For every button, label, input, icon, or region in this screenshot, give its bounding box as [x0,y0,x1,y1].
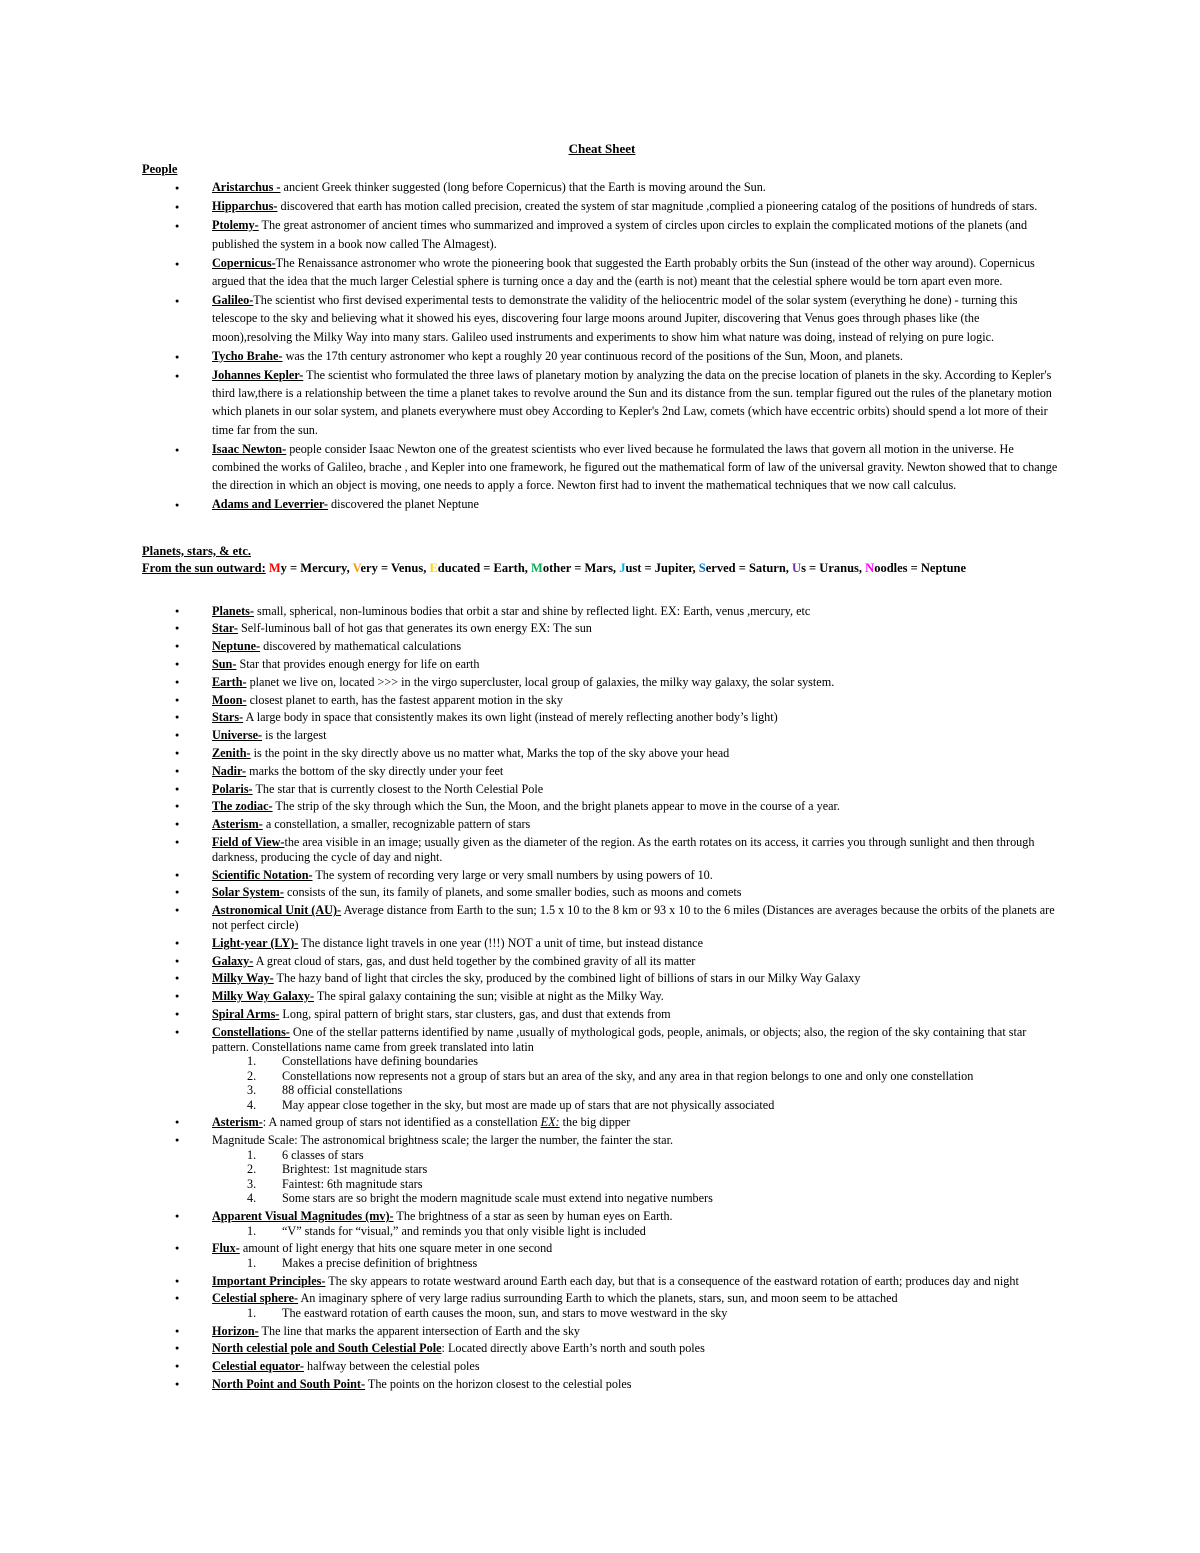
term-definition: The line that marks the apparent intersection of Earth and the sky [258,1323,581,1338]
mnemonic-word: s = Uranus, [801,560,866,575]
list-item [142,817,1062,832]
people-heading: People [142,162,178,176]
term-name: Earth- [212,674,247,689]
term-name: Milky Way Galaxy- [212,989,315,1004]
person-description: discovered that earth has motion called precision, created the system of star magnitude ,complied a pioneering catalog of the positions of hundreds of stars. [277,199,1038,214]
sub-list-item: Constellations have defining boundaries [282,1054,478,1069]
term-definition: The brightness of a star as seen by human eyes on Earth. [393,1208,673,1223]
term-definition: Self-luminous ball of hot gas that generates its own energy EX: The sun [237,621,592,636]
list-item [142,197,1062,215]
mnemonic-label: From the sun outward: [142,560,266,575]
mnemonic-letter: J [619,560,626,575]
term-name: Spiral Arms- [212,1006,280,1021]
people-list [142,178,1062,514]
mnemonic-word: ducated = Earth, [437,560,532,575]
term-definition: An imaginary sphere of very large radius surrounding Earth to which the planets, stars, sun, and moon seem to be attached [298,1291,898,1306]
person-description: ancient Greek thinker suggested (long before Copernicus) that the Earth is moving around the Sun. [280,180,766,194]
list-item [142,782,1062,797]
term-name: Flux- [212,1241,240,1256]
term-name: Polaris- [212,781,253,796]
term-name: Galaxy- [212,953,254,968]
list-item [142,764,1062,779]
term-name: Scientific Notation- [212,867,313,882]
term-definition: halfway between the celestial poles [303,1359,480,1374]
sub-list [212,1306,1062,1321]
person-name: Adams and Leverrier- [212,497,328,512]
person-description: was the 17th century astronomer who kept a roughly 20 year continuous record of the positions of the Sun, Moon, and planets. [282,348,903,363]
term-name: The zodiac- [212,799,273,814]
list-item [142,639,1062,654]
list-item [142,216,1062,252]
planets-heading: Planets, stars, & etc. [142,543,251,558]
person-name: Ptolemy- [212,218,259,233]
mnemonic-letter: N [865,560,875,575]
mnemonic-word: y = Mercury, [280,560,353,575]
list-item [142,693,1062,708]
list-item [142,1377,1062,1392]
term-definition: The star that is currently closest to the North Celestial Pole [252,781,544,796]
list-item [142,254,1062,290]
term-name: North celestial pole and South Celestial Pole [212,1341,442,1356]
term-definition: Magnitude Scale: The astronomical brightness scale; the larger the number, the fainter the star. [212,1133,674,1148]
list-item [142,1291,1062,1320]
term-name: Moon- [212,692,247,707]
person-name: Tycho Brahe- [212,348,283,363]
mnemonic-word: other = Mars, [542,560,620,575]
person-description: The Renaissance astronomer who wrote the pioneering book that suggested the Earth probably orbits the Sun (instead of the other way around). Copernicus argued that the idea that the much larger Celestial sphere is turning once a day and the (earth is not) meant that the celestial sphere would be torn apart even more. [212,255,1035,289]
person-description: The scientist who formulated the three laws of planetary motion by analyzing the data on the precise location of planets in the sky. According to Kepler's third law,there is a relationship between the time a planet takes to revolve around the Sun and its distance from the sun. templar figured out the rules of the planetary motion which planets in our solar system, and planets everywhere must obey According to Kepler's 2nd Law, comets (which have eccentric orbits) should spend a lot more of their time far from the sun. [212,368,1052,437]
term-name: Important Principles- [212,1273,326,1288]
mnemonic-letter: S [698,560,706,575]
list-item [142,728,1062,743]
person-description: discovered the planet Neptune [327,497,479,512]
term-name: Milky Way- [212,971,274,986]
term-name: Light-year (LY)- [212,935,299,950]
term-definition: One of the stellar patterns identified by name ,usually of mythological gods, people, animals, or objects; also, the region of the sky containing that star pattern. Constellations name came from greek translated into latin [212,1024,1027,1054]
term-definition: The hazy band of light that circles the sky, produced by the combined light of billions of stars in our Milky Way Galaxy [273,971,861,986]
list-item [142,954,1062,969]
term-definition: amount of light energy that hits one square meter in one second [239,1241,553,1256]
term-name: Sun- [212,657,237,672]
mnemonic-word: erved = Saturn, [705,560,793,575]
person-name: Isaac Newton- [212,441,287,456]
list-item [142,746,1062,761]
list-item [142,604,1062,619]
term-name: Asterism- [212,1115,263,1130]
list-item [142,1209,1062,1238]
sub-list-item: 6 classes of stars [282,1147,364,1162]
list-item [142,989,1062,1004]
term-name: Astronomical Unit (AU)- [212,903,342,918]
term-definition: is the point in the sky directly above us no matter what, Marks the top of the sky above your head [250,746,730,761]
term-name: Planets- [212,603,254,618]
mnemonic-letter: U [792,560,802,575]
list-item [142,1359,1062,1374]
term-name: Neptune- [212,639,261,654]
list-item [142,971,1062,986]
term-definition: Long, spiral pattern of bright stars, star clusters, gas, and dust that extends from [279,1006,671,1021]
term-definition: a constellation, a smaller, recognizable pattern of stars [262,817,531,832]
mnemonic-word: oodles = Neptune [874,560,967,575]
mnemonic-letter: E [429,560,438,575]
list-item [142,1133,1062,1206]
page-title: Cheat Sheet [568,141,636,156]
term-definition: The distance light travels in one year (!!!) NOT a unit of time, but instead distance [298,935,703,950]
example-text: the big dipper [559,1115,631,1130]
term-definition: is the largest [262,728,327,743]
list-item [142,710,1062,725]
sub-list [212,1256,1062,1271]
term-name: Star- [212,621,238,636]
list-item [142,1025,1062,1113]
sub-list-item: Some stars are so bright the modern magnitude scale must extend into negative numbers [282,1191,713,1206]
term-definition: The spiral galaxy containing the sun; visible at night as the Milky Way. [314,989,664,1004]
list-item [142,657,1062,672]
term-name: Solar System- [212,885,284,900]
term-definition: The system of recording very large or very small numbers by using powers of 10. [312,867,713,882]
term-definition: The strip of the sky through which the Sun, the Moon, and the bright planets appear to move in the course of a year. [272,799,840,814]
sub-list [212,1148,1062,1206]
sub-list-item: May appear close together in the sky, but most are made up of stars that are not physically associated [282,1097,775,1112]
term-name: Celestial equator- [212,1359,304,1374]
term-definition: the area visible in an image; usually given as the diameter of the region. As the earth rotates on its access, it carries you through sunlight and then through darkness, producing the cycle of day and night. [212,835,1035,864]
term-name: Asterism- [212,817,263,832]
list-item [142,835,1062,865]
term-name: Nadir- [212,763,247,778]
term-definition: planet we live on, located >>> in the virgo supercluster, local group of galaxies, the milky way galaxy, the solar system. [246,674,835,689]
list-item [142,936,1062,951]
example-label: EX: [540,1115,560,1130]
list-item [142,1274,1062,1289]
list-item [142,1007,1062,1022]
sub-list [212,1054,1062,1112]
list-item [142,1324,1062,1339]
list-item [142,885,1062,900]
term-name: Universe- [212,728,263,743]
sub-list-item: 88 official constellations [282,1083,403,1098]
term-definition: small, spherical, non-luminous bodies that orbit a star and shine by reflected light. EX: Earth, venus ,mercury, etc [253,603,811,618]
sub-list-item: Faintest: 6th magnitude stars [282,1176,423,1191]
list-item [142,1341,1062,1356]
term-definition: A great cloud of stars, gas, and dust held together by the combined gravity of all its matter [253,953,696,968]
person-description: people consider Isaac Newton one of the greatest scientists who ever lived because he formulated the laws that govern all motion in the universe. He combined the works of Galileo, brache , and Kepler into one framework, he figured out the mathematical form of law of the universal gravity. Newton showed that to change the direction in which an object is moving, one needs to apply a force. Newton first had to invent the mathematical techniques that we now call calculus. [212,441,1058,493]
list-item [142,675,1062,690]
term-definition: The sky appears to rotate westward around Earth each day, but that is a consequence of the eastward rotation of earth; produces day and night [325,1273,1019,1288]
term-definition: Average distance from Earth to the sun; 1.5 x 10 to the 8 km or 93 x 10 to the 6 miles (Distances are averages because the orbits of the planets are not perfect circle) [212,903,1055,932]
person-name: Copernicus- [212,255,276,270]
list-item [142,1241,1062,1270]
term-name: Horizon- [212,1323,259,1338]
list-item [142,347,1062,365]
sub-list-item: “V” stands for “visual,” and reminds you that only visible light is included [282,1223,646,1238]
list-item [142,366,1062,439]
term-name: Apparent Visual Magnitudes (mv)- [212,1208,394,1223]
person-description: The scientist who first devised experimental tests to demonstrate the validity of the heliocentric model of the solar system (everything he done) - turning this telescope to the sky and believing what it showed his eyes, discovering four large moons around Jupiter, discovering that Venus goes through phases like (the moon),resolving the Milky Way into many stars. Galileo used instruments and experiments to show him what nature was doing, instead of relying on pure logic. [212,293,1018,344]
mnemonic-word: ust = Jupiter, [625,560,699,575]
term-name: Stars- [212,710,244,725]
list-item [142,291,1062,346]
term-definition: : Located directly above Earth’s north and south poles [441,1341,705,1356]
term-name: Field of View- [212,835,285,850]
person-name: Aristarchus - [212,180,281,194]
mnemonic-letter: M [531,560,543,575]
planet-mnemonic [142,560,1062,577]
term-definition: A large body in space that consistently makes its own light (instead of merely reflecting another body’s light) [243,710,778,725]
list-item [142,440,1062,495]
list-item [142,903,1062,933]
term-definition: discovered by mathematical calculations [260,639,462,654]
term-definition: closest planet to earth, has the fastest apparent motion in the sky [246,692,563,707]
list-item [142,621,1062,636]
term-name: Celestial sphere- [212,1291,299,1306]
term-definition: : A named group of stars not identified as a constellation [262,1115,541,1130]
person-description: The great astronomer of ancient times who summarized and improved a system of circles upon circles to explain the complicated motions of the planets (and published the system in a book now called The Almagest). [212,218,1028,251]
mnemonic-letter: V [352,560,361,575]
list-item [142,178,1062,196]
document-page [142,141,1062,1395]
person-name: Hipparchus- [212,199,278,214]
term-definition: consists of the sun, its family of planets, and some smaller bodies, such as moons and comets [283,885,742,900]
sub-list-item: Makes a precise definition of brightness [282,1256,478,1271]
terms-list [142,604,1062,1392]
list-item [142,799,1062,814]
mnemonic-letter: M [268,560,281,575]
term-name: Constellations- [212,1024,290,1039]
term-name: Zenith- [212,746,251,761]
mnemonic-word: ery = Venus, [360,560,430,575]
list-item [142,495,1062,513]
person-name: Galileo- [212,293,254,308]
term-definition: The points on the horizon closest to the celestial poles [365,1377,632,1392]
term-definition: Star that provides enough energy for life on earth [236,657,480,672]
sub-list-item: Brightest: 1st magnitude stars [282,1162,428,1177]
list-item [142,868,1062,883]
term-definition: marks the bottom of the sky directly under your feet [246,763,504,778]
sub-list-item: The eastward rotation of earth causes the moon, sun, and stars to move westward in the sky [282,1306,728,1321]
list-item [142,1115,1062,1130]
sub-list [212,1224,1062,1239]
sub-list-item: Constellations now represents not a group of stars but an area of the sky, and any area in that region belongs to one and only one constellation [282,1068,974,1083]
term-name: North Point and South Point- [212,1377,366,1392]
person-name: Johannes Kepler- [212,368,304,383]
